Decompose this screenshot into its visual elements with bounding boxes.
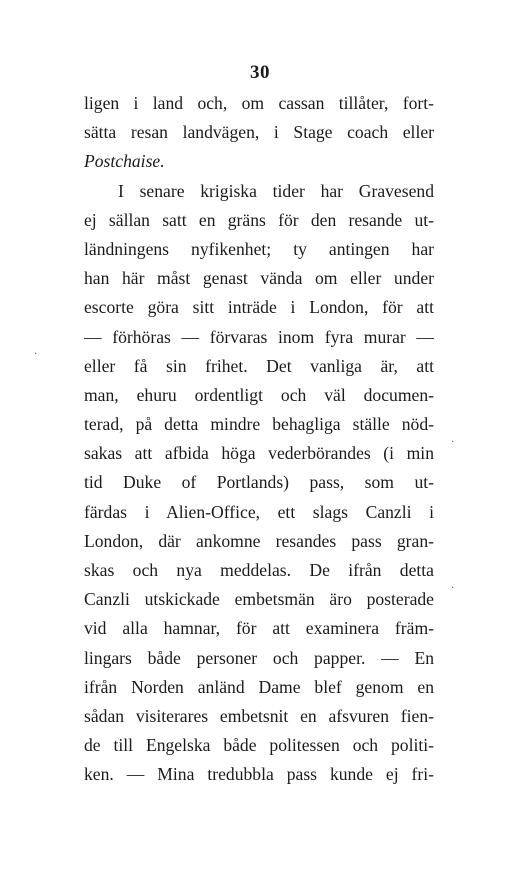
margin-dot: · [34, 349, 38, 360]
text-line: sätta resan landvägen, i Stage coach eller [84, 122, 434, 143]
text-line: escorte göra sitt inträde i London, för att [84, 297, 434, 318]
text-line: I senare krigiska tider har Gravesend [118, 180, 434, 201]
text-line: eller få sin frihet. Det vanliga är, att [84, 355, 434, 376]
text-line: färdas i Alien-Office, ett slags Canzli i [84, 501, 434, 522]
text-line: ligen i land och, om cassan tillåter, fort- [84, 93, 434, 113]
margin-dot: · [451, 583, 455, 594]
text-line: ifrån Norden anländ Dame blef genom en [84, 676, 434, 697]
text-line: han här måst genast vända om eller under [84, 268, 434, 289]
text-line: — förhöras — förvaras inom fyra murar — [84, 326, 434, 347]
margin-dot: · [451, 437, 455, 448]
text-line: skas och nya meddelas. De ifrån detta [84, 560, 434, 580]
text-line: ej sällan satt en gräns för den resande ut- [84, 209, 434, 230]
text-line: Canzli utskickade embetsmän äro posterade [84, 589, 434, 610]
text-line: London, där ankomne resandes pass gran- [84, 530, 434, 551]
body-text [84, 89, 434, 790]
text-line: terad, på detta mindre behagliga ställe nöd- [84, 414, 434, 435]
text-line: sakas att afbida höga vederbörandes (i min [84, 443, 434, 464]
text-line: vid alla hamnar, för att examinera främ- [84, 618, 434, 639]
text-line: sådan visiterares embetsnit en afsvuren fien- [84, 705, 434, 726]
text-line: de till Engelska både politessen och politi- [84, 735, 434, 756]
text-line: lingars både personer och papper. — En [84, 647, 434, 668]
text-line: ken. — Mina tredubbla pass kunde ej fri- [84, 764, 434, 785]
text-line: Postchaise. [84, 151, 165, 172]
text-line: tid Duke of Portlands) pass, som ut- [84, 472, 434, 493]
page-number: 30 [250, 62, 270, 83]
text-line: ländningens nyfikenhet; ty antingen har [84, 238, 434, 259]
text-line: man, ehuru ordentligt och väl documen- [84, 384, 434, 405]
